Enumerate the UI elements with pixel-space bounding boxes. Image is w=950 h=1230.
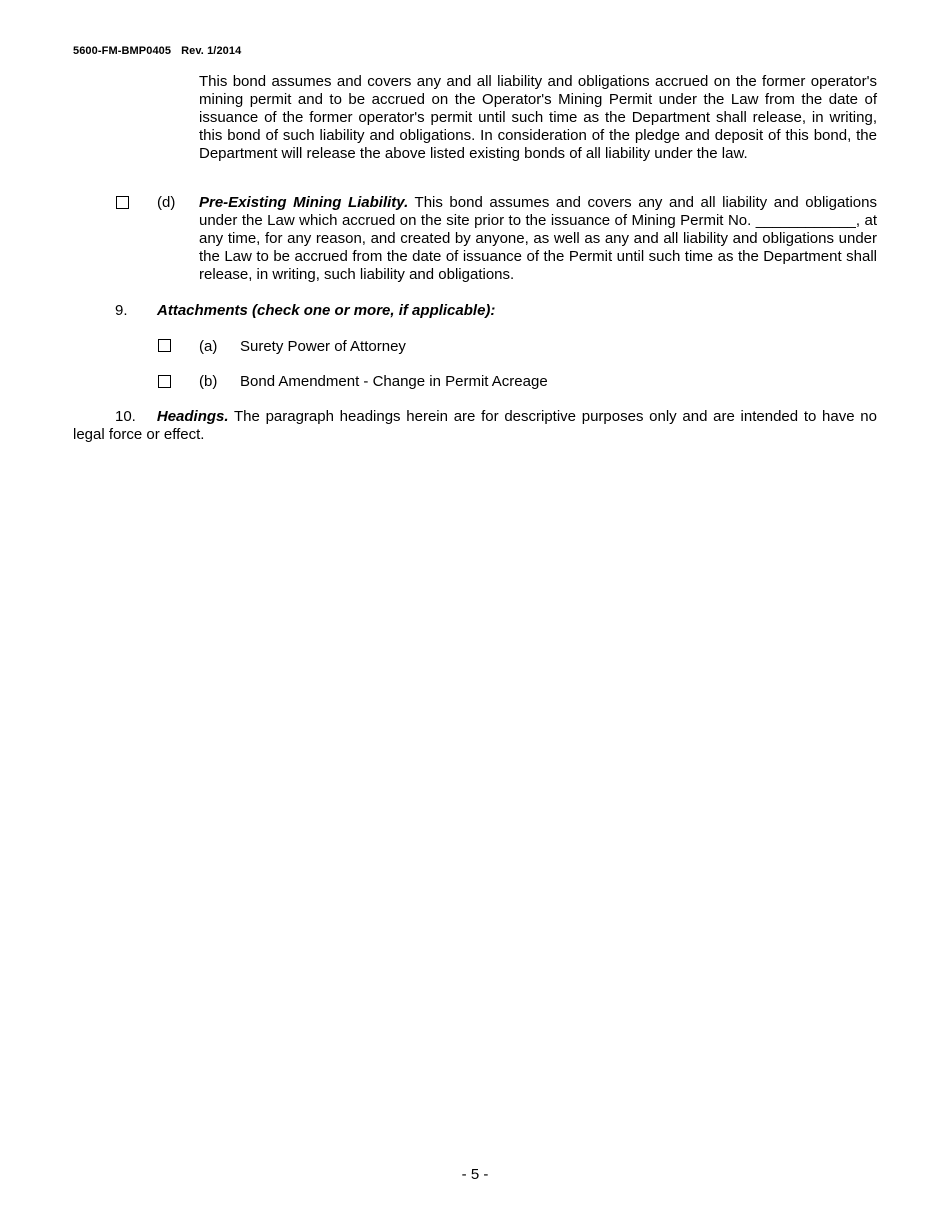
attachment-a-label: Surety Power of Attorney bbox=[240, 338, 406, 355]
page-number: - 5 - bbox=[461, 1166, 489, 1183]
attachment-b-marker: (b) bbox=[199, 373, 218, 390]
form-number: 5600-FM-BMP0405 bbox=[73, 45, 172, 57]
pre-existing-liability-checkbox[interactable] bbox=[116, 196, 129, 209]
bond-coverage-paragraph: This bond assumes and covers any and all liability and obligations accrued on the former operator's mining permit and to be accrued on the Operator's Mining Permit under the Law from the date of issuance of the former operator's permit until such time as the Department shall release, in writing, this bond of such liability and obligations. In consideration of the pledge and deposit of this bond, the Department will release the above listed existing bonds of all liability under the law. bbox=[199, 73, 877, 162]
item-d-title: Pre-Existing Mining Liability. bbox=[199, 194, 409, 211]
section-10-text: The paragraph headings herein are for descriptive purposes only and are intended to have no legal force or effect. bbox=[73, 408, 877, 443]
section-9-number: 9. bbox=[115, 302, 128, 319]
section-9-title: Attachments (check one or more, if applicable): bbox=[157, 302, 496, 319]
bond-amendment-checkbox[interactable] bbox=[158, 375, 171, 388]
item-d-text: This bond assumes and covers any and all liability and obligations under the Law which accrued on the site prior to the issuance of Mining Permit No. ____________, at any time, for any reason, and created by anyone, as well as any and all liability and obligations under the Law to be accrued from the date of issuance of the Permit until such time as the Department shall release, in writing, such liability and obligations. bbox=[199, 194, 877, 283]
attachment-b-label: Bond Amendment - Change in Permit Acreage bbox=[240, 373, 548, 390]
section-10-title: Headings. bbox=[156, 408, 229, 425]
section-10-paragraph bbox=[73, 408, 877, 444]
form-header bbox=[73, 44, 241, 58]
item-d-marker: (d) bbox=[157, 194, 176, 211]
section-10-number: 10. bbox=[115, 408, 136, 425]
pre-existing-liability-paragraph bbox=[199, 194, 877, 284]
form-revision: Rev. 1/2014 bbox=[181, 45, 242, 57]
attachment-a-marker: (a) bbox=[199, 338, 218, 355]
surety-power-of-attorney-checkbox[interactable] bbox=[158, 339, 171, 352]
